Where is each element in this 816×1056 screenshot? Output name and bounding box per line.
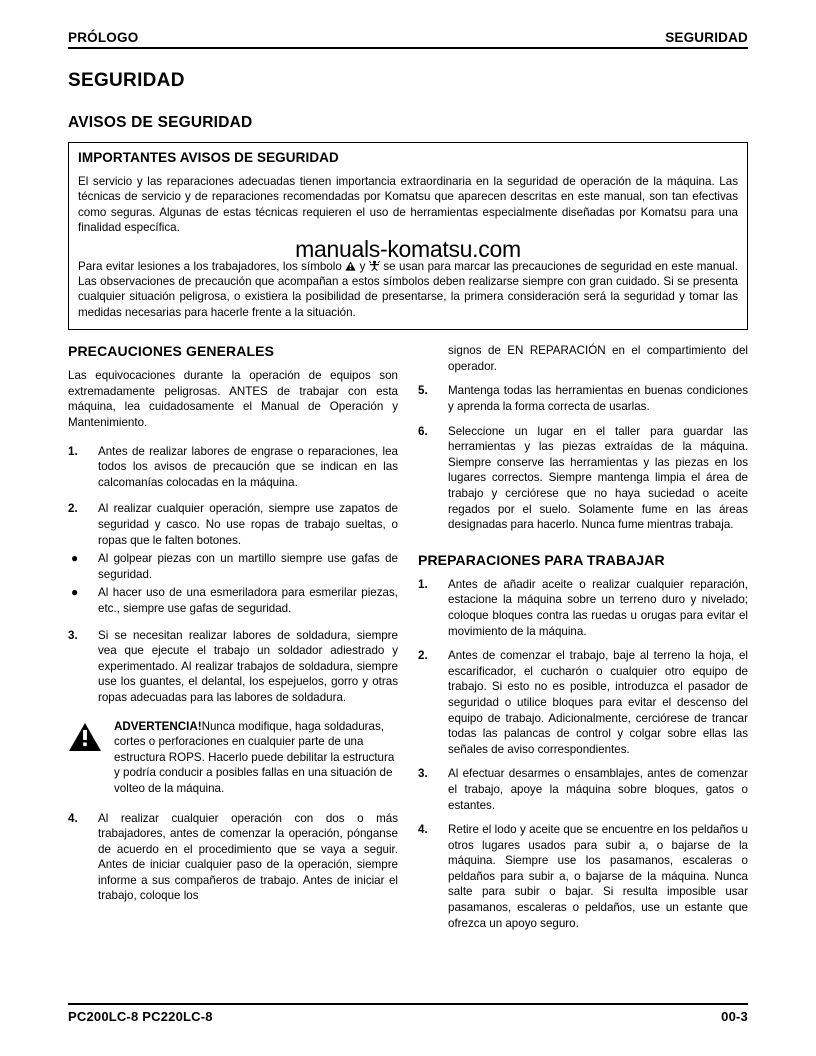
list-item-text: Al realizar cualquier operación, siempre use zapatos de seguridad y casco. No use ropas de trabajo sueltas, o ropas que le falten botones. xyxy=(98,502,398,547)
important-notice-box xyxy=(68,142,748,330)
list-item xyxy=(68,551,398,582)
notice-paragraph-2-before: Para evitar lesiones a los trabajadores, los símbolo xyxy=(78,259,342,273)
notice-paragraph-2 xyxy=(78,259,738,321)
list-item xyxy=(418,822,748,931)
continuation-text xyxy=(418,343,748,374)
list-item xyxy=(418,648,748,757)
list-item-text: Al hacer uso de una esmeriladora para esmerilar piezas, etc., siempre use gafas de seguridad. xyxy=(98,586,398,615)
list-item xyxy=(68,628,398,706)
warning-triangle-icon xyxy=(68,719,114,797)
left-column xyxy=(68,343,398,934)
notice-paragraph-2-mid: y xyxy=(359,259,366,273)
list-marker: 3. xyxy=(418,767,428,781)
right-column xyxy=(418,343,748,934)
running-head-right: SEGURIDAD xyxy=(665,30,748,45)
notice-title: IMPORTANTES AVISOS DE SEGURIDAD xyxy=(78,150,339,165)
list-item xyxy=(418,577,748,639)
list-marker: 4. xyxy=(418,823,428,837)
page-title: SEGURIDAD xyxy=(68,70,185,91)
warning-text xyxy=(114,719,398,797)
warning-triangle-icon xyxy=(342,260,360,273)
watermark: manuals-komatsu.com xyxy=(295,236,521,262)
list-item-text: Retire el lodo y aceite que se encuentre en los peldaños u otros lugares usados para subir a, o bajarse de la máquina. Siempre use los pasamanos, escaleras o peldaños para subir a, o bajarse de la máquina. Nunca salte para subir o bajar. Si resulta imposible usar pasamanos, escaleras o peldaños, use un estante que ofrezca un apoyo seguro. xyxy=(448,823,748,930)
continuation-body: signos de EN REPARACIÓN en el compartimiento del operador. xyxy=(448,344,748,373)
list-marker: 5. xyxy=(418,384,428,398)
list-item-text: Al efectuar desarmes o ensamblajes, antes de comenzar el trabajo, apoye la máquina sobre bloques, gatos o estantes. xyxy=(448,767,748,812)
page-content xyxy=(68,30,748,934)
list-item xyxy=(68,444,398,491)
list-marker: 6. xyxy=(418,424,428,438)
list-marker: 2. xyxy=(418,649,428,663)
list-item xyxy=(68,501,398,548)
list-marker: 3. xyxy=(68,628,78,642)
list-item-text: Seleccione un lugar en el taller para guardar las herramientas y las piezas extraídas de la máquina. Siempre conserve las herramientas y las piezas en los lugares correctos. Siempre mantenga limpia el área de trabajo y cerciórese que no haya suciedad o aceite regados por el suelo. Solamente fume en las áreas designadas para hacerlo. Nunca fume mientras trabaja. xyxy=(448,424,748,532)
list-marker: 1. xyxy=(418,577,428,591)
footer-model: PC200LC-8 PC220LC-8 xyxy=(68,1009,213,1024)
notice-spacer xyxy=(78,236,738,259)
list-marker: 4. xyxy=(68,811,78,825)
list-item xyxy=(418,424,748,533)
two-column-body xyxy=(68,343,748,934)
list-item-text: Si se necesitan realizar labores de soldadura, siempre vea que ejecute el trabajo un soldador adiestrado y experimentado. Al realizar trabajos de soldadura, siempre use los guantes, el delantal, los espejuelos, gorro y otras ropas adecuadas para las labores de soldadura. xyxy=(98,628,398,704)
person-falling-icon xyxy=(365,260,383,273)
list-item-text: Antes de realizar labores de engrase o reparaciones, lea todos los avisos de precaución que se indican en las calcomanías colocadas en la máquina. xyxy=(98,444,398,489)
left-intro-paragraph: Las equivocaciones durante la operación de equipos son extremadamente peligrosas. ANTES de trabajar con esta máquina, lea cuidadosamente el Manual de Operación y Mantenimiento. xyxy=(68,369,398,430)
running-head-left: PRÓLOGO xyxy=(68,30,139,45)
list-item-text: Al golpear piezas con un martillo siempre use gafas de seguridad. xyxy=(98,552,398,581)
list-item-text: Al realizar cualquier operación con dos o más trabajadores, antes de comenzar la operación, pónganse de acuerdo en el procedimiento que se vaya a seguir. Antes de iniciar cualquier paso de la operación, siempre informe a sus compañeros de trabajo. Antes de iniciar el trabajo, coloque los xyxy=(98,811,398,903)
warning-body: Nunca modifique, haga soldaduras, cortes o perforaciones en cualquier parte de una estructura ROPS. Hacerlo puede debilitar la estructura y podría conducir a posibles fallas en una situación de volteo de la máquina. xyxy=(114,719,395,795)
warning-lead: ADVERTENCIA! xyxy=(114,719,202,733)
continuation-marker xyxy=(418,343,448,374)
running-head xyxy=(68,30,748,49)
left-section-heading: PRECAUCIONES GENERALES xyxy=(68,343,275,360)
notice-paragraph-2-after: se usan para marcar las precauciones de seguridad en este manual. Las observaciones de precaución que acompañan a estos símbolos deben realizarse siempre con gran cuidado. Si se presenta cualquier situación peligrosa, o existiera la posibilidad de presentarse, la primera consideración será la seguridad y tomar las medidas necesarias para hacerle frente a la situación. xyxy=(78,259,738,319)
list-item-text: Antes de comenzar el trabajo, baje al terreno la hoja, el escarificador, el cucharón o cualquier otro equipo de trabajo. Si esto no es posible, introduzca el pasador de seguridad o utilice bloques para evitar el descenso del equipo de trabajo. Adicionalmente, cerciórese de trancar todas las palancas de control y colgar sobre ellas las señales de aviso correspondientes. xyxy=(448,649,748,756)
list-item-text: Antes de añadir aceite o realizar cualquier reparación, estacione la máquina sobre un terreno duro y nivelado; coloque bloques contra las ruedas u orugas para evitar el movimiento de la máquina. xyxy=(448,577,748,638)
notice-paragraph-1: El servicio y las reparaciones adecuadas tienen importancia extraordinaria en la seguridad de operación de la máquina. Las técnicas de servicio y de reparaciones recomendadas por Komatsu que aparecen descritas en este manual, son tan efectivas como seguras. Algunas de estas técnicas requieren el uso de herramientas especialmente diseñadas por Komatsu para una finalidad específica. xyxy=(78,175,738,235)
page-footer xyxy=(68,1003,748,1024)
list-marker: ● xyxy=(71,585,79,600)
page-subtitle: AVISOS DE SEGURIDAD xyxy=(68,114,253,131)
list-marker: ● xyxy=(71,551,79,566)
list-marker: 1. xyxy=(68,444,78,458)
warning-callout xyxy=(68,719,398,797)
list-item-text: Mantenga todas las herramientas en buenas condiciones y aprenda la forma correcta de usarlas. xyxy=(448,384,748,414)
list-item xyxy=(68,811,398,905)
list-item xyxy=(68,585,398,616)
list-marker: 2. xyxy=(68,502,78,516)
right-section-heading: PREPARACIONES PARA TRABAJAR xyxy=(418,551,665,568)
list-item xyxy=(418,766,748,813)
footer-page-number: 00-3 xyxy=(721,1009,748,1024)
list-item xyxy=(418,383,748,414)
